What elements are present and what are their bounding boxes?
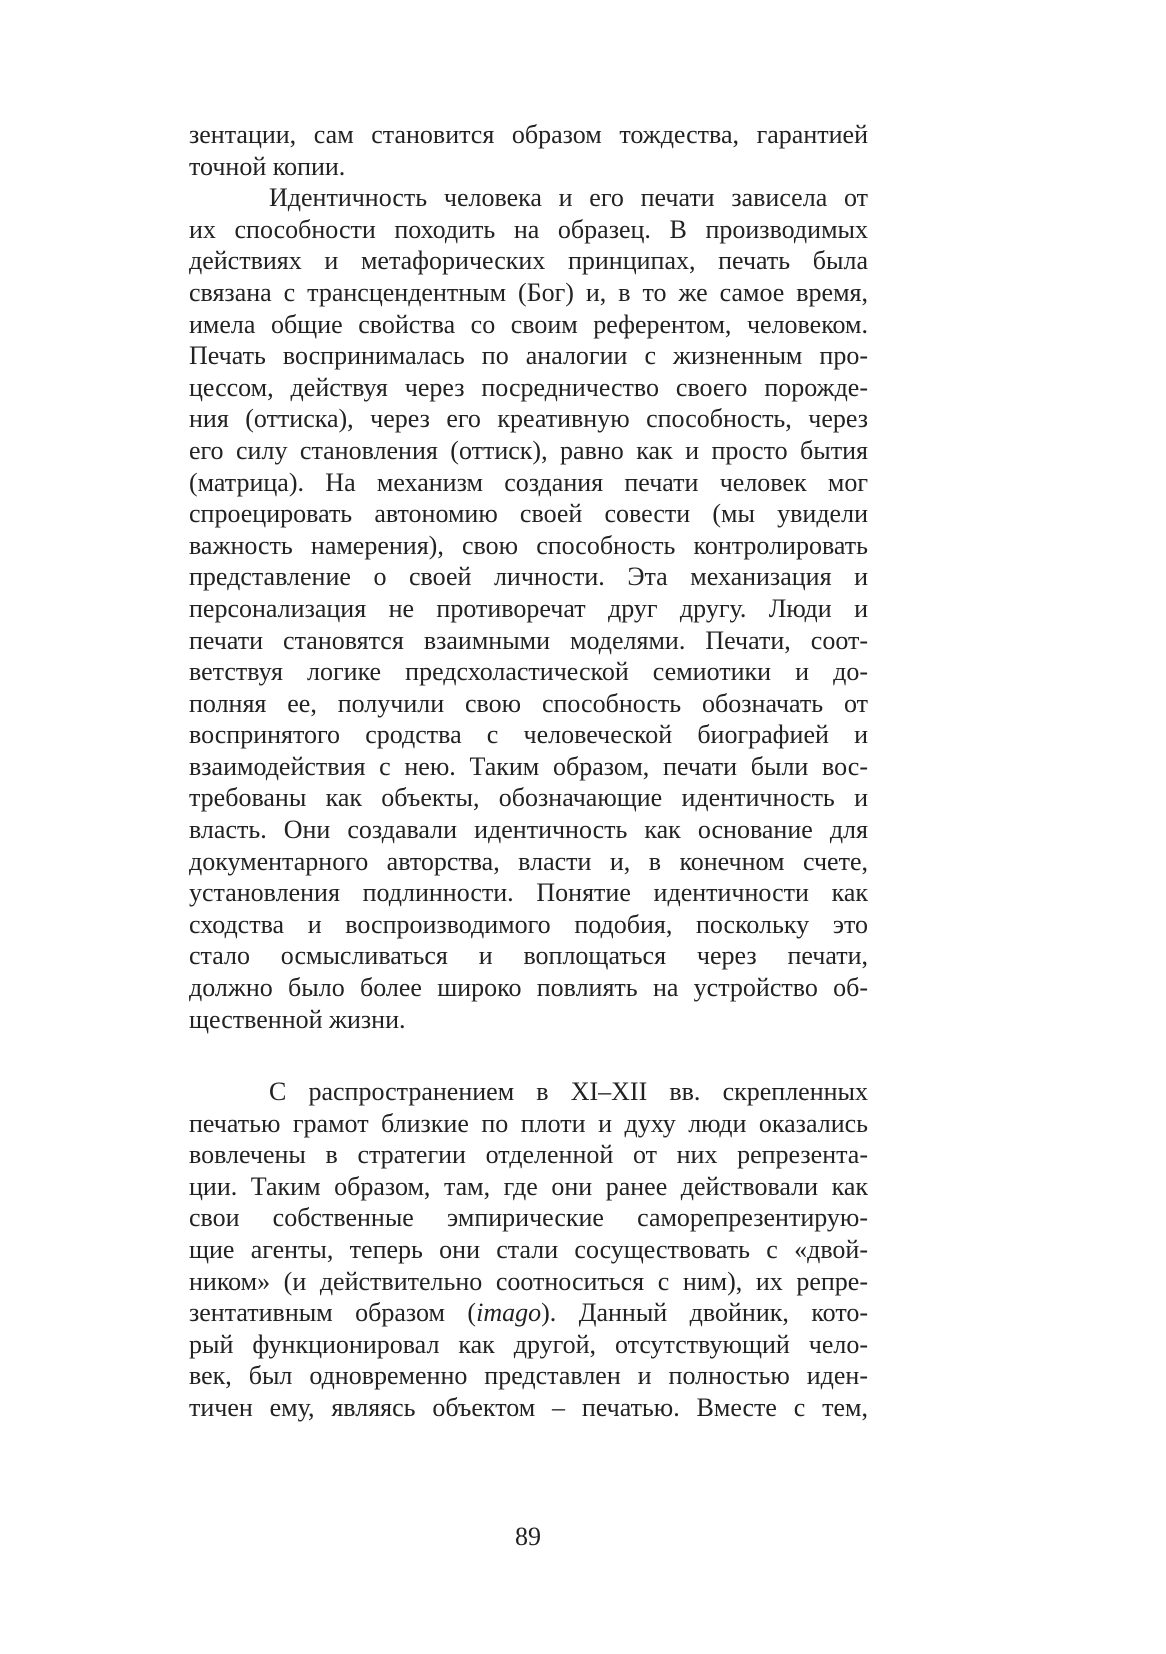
text-line: Печать воспринималась по аналогии с жизненным про-	[189, 341, 868, 371]
text-fragment: зентативным образом (	[189, 1298, 477, 1328]
text-line: власть. Они создавали идентичность как основание для	[189, 815, 868, 845]
text-line: стало осмысливаться и воплощаться через печати,	[189, 941, 868, 971]
text-line: имела общие свойства со своим референтом, человеком.	[189, 309, 868, 339]
text-line: сходства и воспроизводимого подобия, поскольку это	[189, 909, 868, 939]
text-line: Идентичность человека и его печати зависела от	[269, 183, 868, 213]
text-line: полняя ее, получили свою способность обозначать от	[189, 688, 868, 718]
text-line: ния (оттиска), через его креативную способность, через	[189, 404, 868, 434]
text-line: требованы как объекты, обозначающие идентичность и	[189, 783, 868, 813]
text-line: ции. Таким образом, там, где они ранее действовали как	[189, 1171, 868, 1201]
text-line: свои собственные эмпирические саморепрезентирую-	[189, 1203, 868, 1233]
text-line: действиях и метафорических принципах, печать была	[189, 246, 868, 276]
text-line: век, был одновременно представлен и полностью иден-	[189, 1361, 868, 1391]
paragraph	[189, 1076, 868, 1424]
text-line: (матрица). На механизм создания печати человек мог	[189, 467, 868, 497]
text-line: спроецировать автономию своей совести (мы увидели	[189, 499, 868, 529]
text-line: установления подлинности. Понятие идентичности как	[189, 878, 868, 908]
text-line: печатью грамот близкие по плоти и духу люди оказались	[189, 1108, 868, 1138]
italic-term: imago	[476, 1298, 542, 1328]
text-fragment: ). Данный двойник, кото-	[541, 1298, 868, 1328]
text-line: представление о своей личности. Эта механизация и	[189, 562, 868, 592]
text-line: должно было более широко повлиять на устройство об-	[189, 973, 868, 1003]
paragraph-continuation	[189, 119, 868, 182]
text-line: ником» (и действительно соотноситься с ним), их репре-	[189, 1266, 868, 1296]
text-line-with-italic	[189, 1297, 868, 1329]
text-block-lower	[189, 1076, 868, 1424]
text-line: щественной жизни.	[189, 1004, 406, 1034]
text-line: взаимодействия с нею. Таким образом, печати были вос-	[189, 751, 868, 781]
text-line: воспринятого сродства с человеческой биографией и	[189, 720, 868, 750]
text-line: документарного авторства, власти и, в конечном счете,	[189, 846, 868, 876]
text-block-upper	[189, 119, 868, 1035]
text-line: ветствуя логике предсхоластической семиотики и до-	[189, 657, 868, 687]
page-number: 89	[515, 1522, 541, 1551]
text-line: рый функционировал как другой, отсутствующий чело-	[189, 1329, 868, 1359]
text-line: печати становятся взаимными моделями. Печати, соот-	[189, 625, 868, 655]
text-line: точной копии.	[189, 151, 346, 181]
paragraph	[189, 182, 868, 1035]
text-line: цессом, действуя через посредничество своего порожде-	[189, 372, 868, 402]
text-line: его силу становления (оттиск), равно как и просто бытия	[189, 435, 868, 465]
text-line: связана с трансцендентным (Бог) и, в то же самое время,	[189, 277, 868, 307]
text-line: тичен ему, являясь объектом – печатью. Вместе с тем,	[189, 1392, 868, 1422]
text-line: щие агенты, теперь они стали сосуществовать с «двой-	[189, 1234, 868, 1264]
text-line: вовлечены в стратегии отделенной от них репрезента-	[189, 1140, 868, 1170]
text-line: персонализация не противоречат друг другу. Люди и	[189, 593, 868, 623]
text-line: их способности походить на образец. В производимых	[189, 214, 868, 244]
text-line: важность намерения), свою способность контролировать	[189, 530, 868, 560]
text-line: зентации, сам становится образом тождества, гарантией	[189, 120, 868, 149]
text-line: С распространением в XI–XII вв. скрепленных	[269, 1077, 868, 1106]
